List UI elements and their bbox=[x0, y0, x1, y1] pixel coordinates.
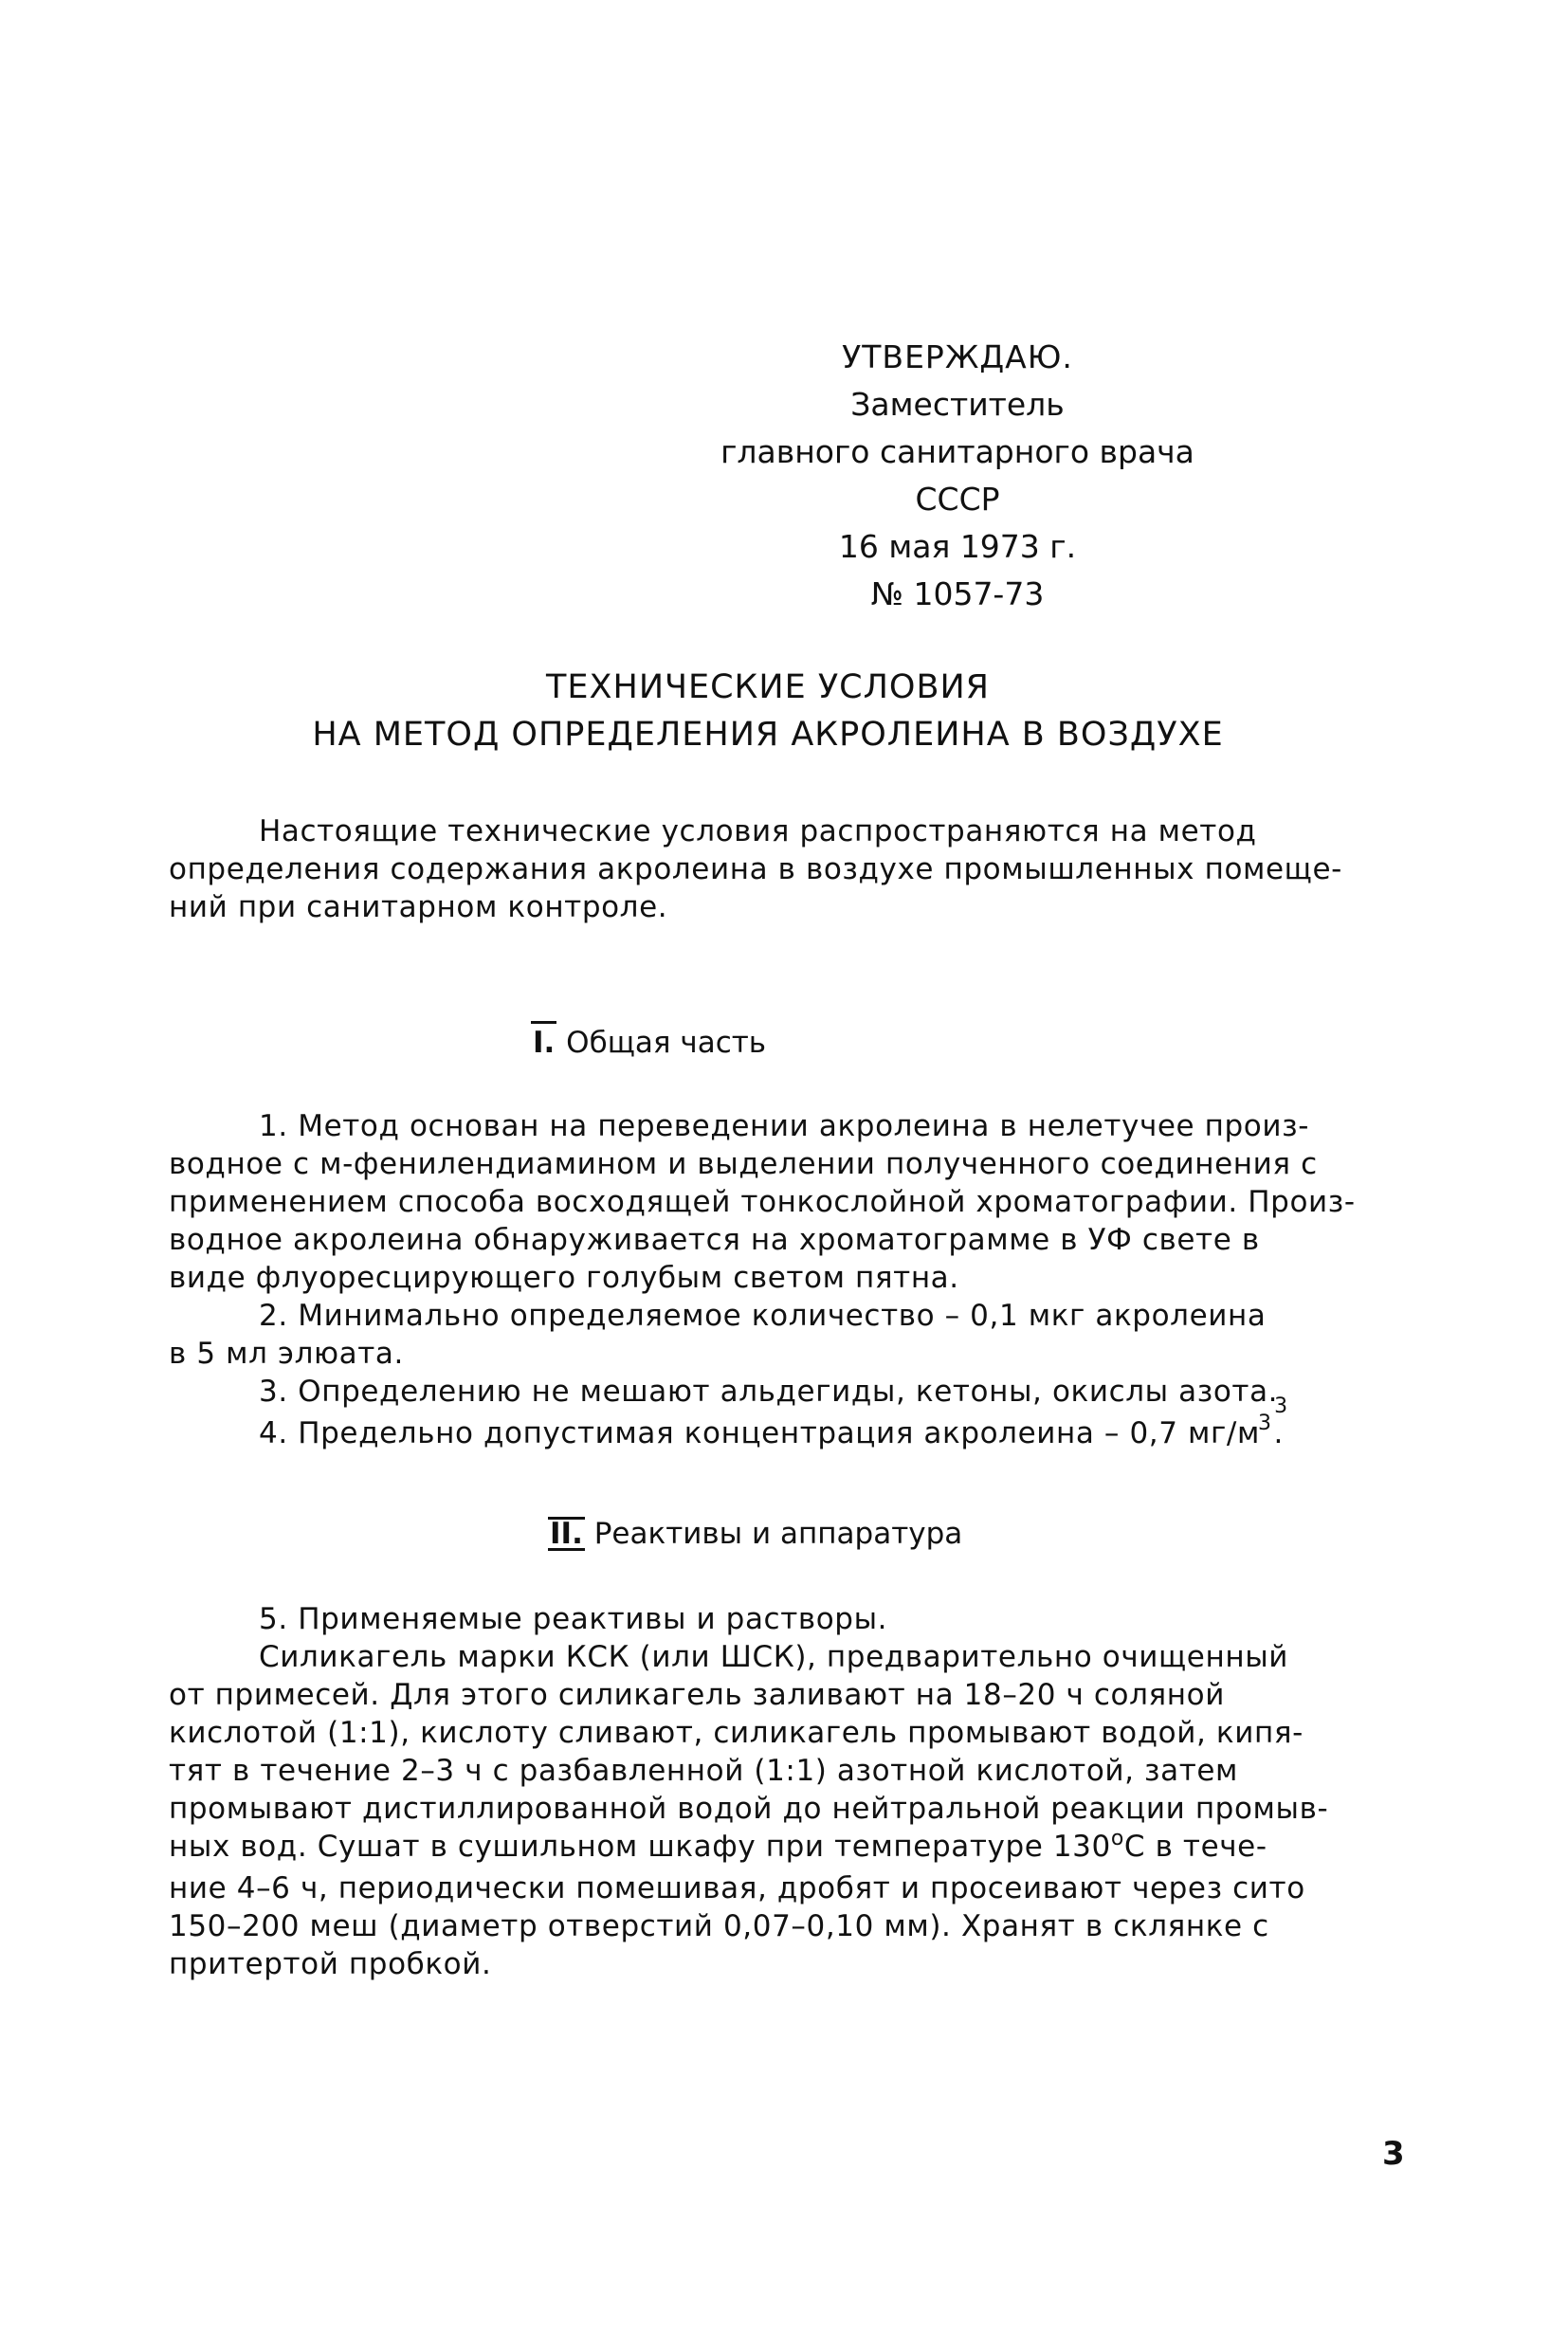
item-1-line: виде флуоресцирующего голубым светом пятна. bbox=[169, 1261, 959, 1295]
degree-mark: о bbox=[1110, 1827, 1124, 1850]
temperature-text: ных вод. Сушат в сушильном шкафу при температуре 130 bbox=[169, 1830, 1111, 1864]
paragraph-line: ние 4–6 ч, периодически помешивая, дробят и просеивают через сито bbox=[169, 1871, 1305, 1905]
item-1-line: применением способа восходящей тонкослойной хроматографии. Произ- bbox=[169, 1185, 1356, 1219]
item-3-text: 3. Определению не мешают альдегиды, кетоны, окислы азота bbox=[259, 1375, 1268, 1409]
paragraph-line: от примесей. Для этого силикагель заливают на 18–20 ч соляной bbox=[169, 1678, 1225, 1712]
item-4-line bbox=[169, 1414, 1401, 1456]
paragraph-line: промывают дистиллированной водой до нейтральной реакции промыв- bbox=[169, 1792, 1329, 1826]
paragraph-line: Силикагель марки КСК (или ШСК), предварительно очищенный bbox=[259, 1640, 1289, 1674]
approval-position-line-1: Заместитель bbox=[850, 386, 1065, 423]
page-number: 3 bbox=[1382, 2135, 1405, 2173]
approval-country: СССР bbox=[915, 481, 1000, 518]
item-4-superscript: 3 bbox=[1257, 1412, 1272, 1435]
approval-date: 16 мая 1973 г. bbox=[838, 528, 1077, 565]
item-3-line bbox=[169, 1373, 1401, 1418]
approval-number: № 1057-73 bbox=[870, 575, 1045, 612]
section-1-title: Общая часть bbox=[566, 1026, 767, 1060]
paragraph-line: кислотой (1:1), кислоту сливают, силикагель промывают водой, кипя- bbox=[169, 1716, 1304, 1750]
section-2-body bbox=[169, 1600, 1401, 1983]
section-1-numeral: I. bbox=[531, 1021, 556, 1062]
item-1-line: 1. Метод основан на переведении акролеина в нелетучее произ- bbox=[259, 1109, 1309, 1143]
intro-line: определения содержания акролеина в воздухе промышленных помеще- bbox=[169, 852, 1342, 886]
temperature-text-end: С в тече- bbox=[1123, 1830, 1267, 1864]
item-1-line: водное с м-фенилендиамином и выделении полученного соединения с bbox=[169, 1147, 1318, 1181]
paragraph-line: 150–200 меш (диаметр отверстий 0,07–0,10 мм). Хранят в склянке с bbox=[169, 1909, 1269, 1943]
section-1-heading bbox=[531, 1021, 1194, 1062]
title-line-1: ТЕХНИЧЕСКИЕ УСЛОВИЯ bbox=[546, 668, 990, 706]
paragraph-line-temperature bbox=[169, 1828, 1401, 1869]
document-title bbox=[218, 664, 1318, 758]
paragraph-line: притертой пробкой. bbox=[169, 1947, 492, 1981]
item-2-line: 2. Минимально определяемое количество – 0,1 мкг акролеина bbox=[259, 1299, 1267, 1333]
item-2-line: в 5 мл элюата. bbox=[169, 1337, 404, 1371]
item-5-line: 5. Применяемые реактивы и растворы. bbox=[259, 1602, 888, 1636]
intro-line: ний при санитарном контроле. bbox=[169, 890, 668, 924]
intro-line: Настоящие технические условия распространяются на метод bbox=[259, 814, 1257, 848]
section-2-title: Реактивы и аппаратура bbox=[593, 1517, 963, 1551]
item-3-subscript: 3 bbox=[1274, 1394, 1288, 1418]
item-1-line: водное акролеина обнаруживается на хроматограмме в УФ свете в bbox=[169, 1223, 1260, 1257]
intro-paragraph bbox=[169, 812, 1401, 926]
item-4-period: . bbox=[1273, 1416, 1285, 1450]
approval-heading: УТВЕРЖДАЮ. bbox=[842, 338, 1073, 375]
section-1-body bbox=[169, 1107, 1401, 1456]
approval-block bbox=[720, 334, 1194, 618]
section-2-numeral: II. bbox=[550, 1517, 583, 1551]
section-2-heading bbox=[548, 1515, 1212, 1553]
approval-position-line-2: главного санитарного врача bbox=[720, 433, 1194, 470]
item-4-text: 4. Предельно допустимая концентрация акролеина – 0,7 мг/м bbox=[259, 1416, 1260, 1450]
title-line-2: НА МЕТОД ОПРЕДЕЛЕНИЯ АКРОЛЕИНА В ВОЗДУХЕ bbox=[312, 716, 1224, 754]
paragraph-line: тят в течение 2–3 ч с разбавленной (1:1) азотной кислотой, затем bbox=[169, 1754, 1239, 1788]
item-3-period: . bbox=[1267, 1375, 1279, 1409]
